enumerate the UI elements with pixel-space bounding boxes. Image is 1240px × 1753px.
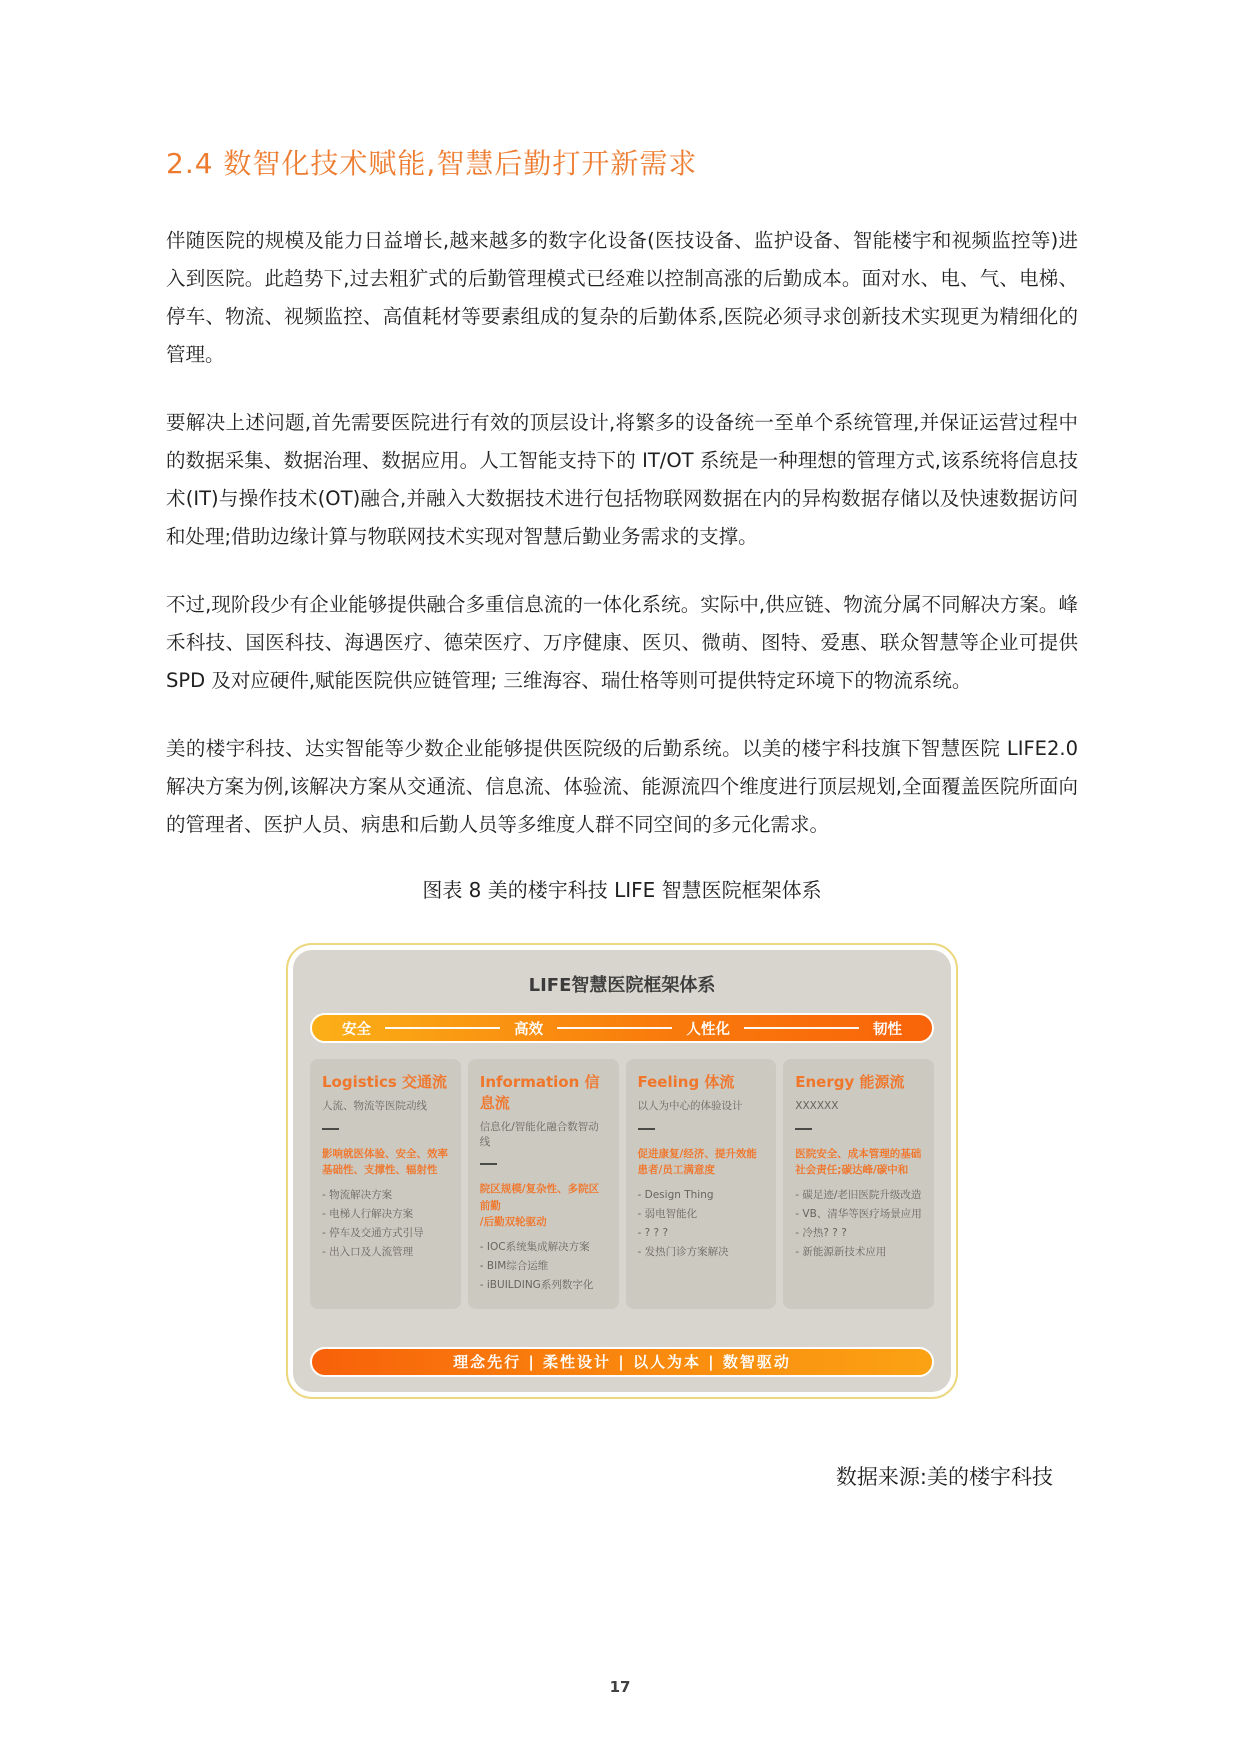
- list-item: - 弱电智能化: [638, 1205, 767, 1224]
- column-title: Feeling 体流: [637, 1073, 735, 1091]
- diagram-columns: [310, 1059, 934, 1309]
- diagram-footer-bar: 理念先行 | 柔性设计 | 以人为本 | 数智驱动: [310, 1347, 934, 1377]
- page-content: [166, 142, 1078, 1491]
- highlight-line-1: 影响就医体验、安全、效率: [322, 1147, 448, 1160]
- section-heading: 2.4 数智化技术赋能,智慧后勤打开新需求: [166, 147, 698, 180]
- list-item: - IOC系统集成解决方案: [480, 1238, 609, 1257]
- list-item: - 停车及交通方式引导: [322, 1224, 451, 1243]
- card-divider: [795, 1128, 812, 1130]
- column-subtitle: 人流、物流等医院动线: [322, 1100, 427, 1112]
- paragraph-1: 伴随医院的规模及能力日益增长,越来越多的数字化设备(医技设备、监护设备、智能楼宇和视频监控等)进入到医院。此趋势下,过去粗犷式的后勤管理模式已经难以控制高涨的后勤成本。面对水、电、气、电梯、停车、物流、视频监控、高值耗材等要素组成的复杂的后勤体系,医院必须寻求创新技术实现更为精细化的管理。: [166, 229, 1078, 366]
- highlight-line-1: 促进康复/经济、提升效能: [637, 1147, 757, 1160]
- principle-connector-line: [557, 1027, 672, 1029]
- list-item: - 电梯人行解决方案: [322, 1205, 451, 1224]
- principle-safety: 安全: [342, 1021, 371, 1038]
- paragraph-2: 要解决上述问题,首先需要医院进行有效的顶层设计,将繁多的设备统一至单个系统管理,并保证运营过程中的数据采集、数据治理、数据应用。人工智能支持下的 IT/OT 系统是一种理想的管理方式,该系统将信息技术(IT)与操作技术(OT)融合,并融入大数据技术进行包括物联网数据在内的异构数据存储以及快速数据访问和处理;借助边缘计算与物联网技术实现对智慧后勤业务需求的支撑。: [166, 411, 1078, 548]
- highlight-line-1: 医院安全、成本管理的基础: [795, 1147, 922, 1160]
- column-highlight: [795, 1146, 924, 1179]
- principle-connector-line: [744, 1027, 859, 1029]
- column-items: [480, 1238, 609, 1295]
- diagram-title: LIFE智慧医院框架体系: [528, 975, 716, 996]
- highlight-line-2: 基础性、支撑性、辐射性: [322, 1163, 438, 1176]
- column-highlight: [480, 1181, 609, 1230]
- list-item: - 新能源新技术应用: [795, 1243, 924, 1262]
- column-items: [638, 1186, 767, 1262]
- card-divider: [638, 1128, 655, 1130]
- card-divider: [322, 1128, 339, 1130]
- column-title: Logistics 交通流: [322, 1073, 448, 1091]
- highlight-line-1: 院区规模/复杂性、多院区前勤: [479, 1183, 600, 1212]
- figure-caption: 图表 8 美的楼宇科技 LIFE 智慧医院框架体系: [422, 878, 822, 902]
- column-energy: [783, 1059, 934, 1309]
- list-item: - 出入口及人流管理: [322, 1243, 451, 1262]
- paragraph-3: 不过,现阶段少有企业能够提供融合多重信息流的一体化系统。实际中,供应链、物流分属不同解决方案。峰禾科技、国医科技、海遇医疗、德荣医疗、万序健康、医贝、微萌、图特、爱惠、联众智慧等企业可提供 SPD 及对应硬件,赋能医院供应链管理; 三维海容、瑞仕格等则可提供特定环境下的物流系统。: [166, 593, 1078, 692]
- list-item: - iBUILDING系列数字化: [480, 1276, 609, 1295]
- highlight-line-2: /后勤双轮驱动: [479, 1215, 547, 1228]
- data-source: 数据来源:美的楼宇科技: [835, 1464, 1053, 1489]
- column-items: [322, 1186, 451, 1262]
- list-item: - ? ? ?: [638, 1224, 767, 1243]
- list-item: - Design Thing: [638, 1186, 767, 1205]
- principle-efficiency: 高效: [514, 1021, 544, 1038]
- principle-connector-line: [385, 1027, 500, 1029]
- life-framework-diagram: [286, 943, 958, 1399]
- card-divider: [480, 1163, 497, 1165]
- principle-resilience: 韧性: [873, 1021, 903, 1038]
- list-item: - 发热门诊方案解决: [638, 1243, 767, 1262]
- column-logistics: [310, 1059, 461, 1309]
- list-item: - BIM综合运维: [480, 1257, 609, 1276]
- column-feeling: [626, 1059, 777, 1309]
- list-item: - 碳足迹/老旧医院升级改造: [795, 1186, 924, 1205]
- list-item: - 物流解决方案: [322, 1186, 451, 1205]
- principle-humanity: 人性化: [686, 1021, 730, 1038]
- column-subtitle: XXXXXX: [795, 1100, 839, 1112]
- column-title: Energy 能源流: [795, 1073, 905, 1091]
- column-subtitle: 以人为中心的体验设计: [637, 1100, 743, 1112]
- column-subtitle: 信息化/智能化融合数智动线: [479, 1121, 599, 1148]
- column-title: Information 信息流: [479, 1073, 600, 1112]
- highlight-line-2: 社会责任;碳达峰/碳中和: [795, 1163, 909, 1176]
- column-highlight: [638, 1146, 767, 1179]
- paragraph-4: 美的楼宇科技、达实智能等少数企业能够提供医院级的后勤系统。以美的楼宇科技旗下智慧医院 LIFE2.0 解决方案为例,该解决方案从交通流、信息流、体验流、能源流四个维度进行顶层规划,全面覆盖医院所面向的管理者、医护人员、病患和后勤人员等多维度人群不同空间的多元化需求。: [166, 737, 1078, 836]
- list-item: - 冷热? ? ?: [795, 1224, 924, 1243]
- column-highlight: [322, 1146, 451, 1179]
- page-number: 17: [609, 1678, 631, 1696]
- principle-bar: [310, 1013, 934, 1043]
- list-item: - VB、清华等医疗场景应用: [795, 1205, 924, 1224]
- column-information: [468, 1059, 619, 1309]
- column-items: [795, 1186, 924, 1262]
- highlight-line-2: 患者/员工满意度: [637, 1163, 715, 1176]
